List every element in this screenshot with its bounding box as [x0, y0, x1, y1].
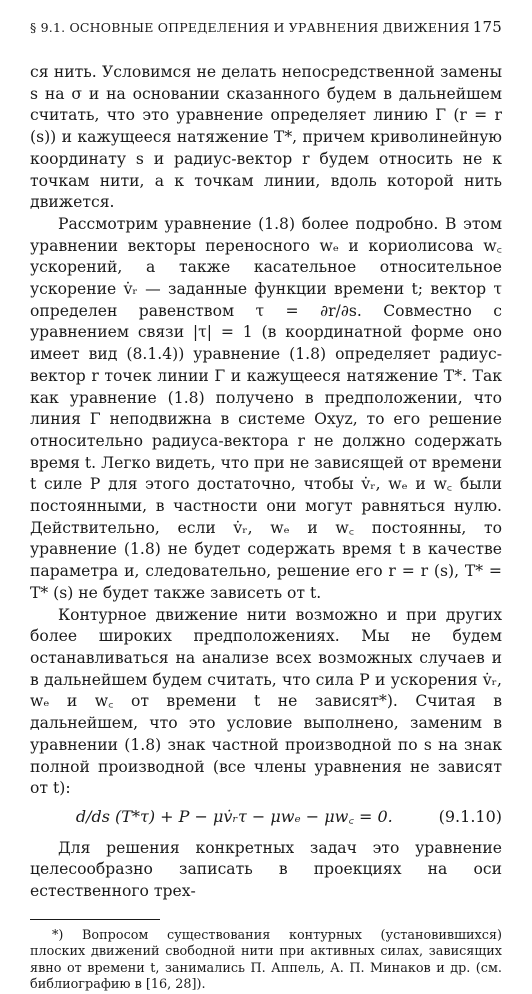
- running-title: § 9.1. ОСНОВНЫЕ ОПРЕДЕЛЕНИЯ И УРАВНЕНИЯ ДВИЖЕНИЯ: [30, 20, 470, 35]
- paragraph-continuation: ся нить. Условимся не делать непосредственной замены s на σ и на основании сказанного будем в дальнейшем считать, что это уравнение определяет линию Γ (r = r (s)) и кажущееся натяжение T*, причем криволинейную координату s и радиус-вектор r будем относить не к точкам нити, а к точкам линии, вдоль которой нить движется.: [30, 63, 502, 212]
- paragraph-closing: Для решения конкретных задач это уравнение целесообразно записать в проекциях на оси естественного трех-: [30, 838, 502, 901]
- equation-block: [30, 806, 502, 828]
- paragraph-contour-motion: Контурное движение нити возможно и при других более широких предположениях. Мы не будем останавливаться на анализе всех возможных случаев и в дальнейшем будем считать, что сила P и ускорения v̇ᵣ, wₑ и w꜀ от времени t не зависят*). Считая в дальнейшем, что это условие выполнено, заменим в уравнении (1.8) знак частной производной по s на знак полной производной (все члены уравнения не зависят от t):: [30, 605, 502, 798]
- body-text: [30, 62, 502, 903]
- equation: d/ds (T*τ) + P − μv̇ᵣτ − μwₑ − μw꜀ = 0.: [75, 806, 393, 826]
- paragraph-equation-analysis: Рассмотрим уравнение (1.8) более подробно. В этом уравнении векторы переносного wₑ и кориолисова w꜀ ускорений, а также касательное относительное ускорение v̇ᵣ — заданные функции времени t; вектор τ определен равенством τ = ∂r/∂s. Совместно с уравнением связи |τ| = 1 (в координатной форме оно имеет вид (8.1.4)) уравнение (1.8) определяет радиус-вектор r точек линии Γ и кажущееся натяжение T*. Так как уравнение (1.8) получено в предположении, что линия Γ неподвижна в системе Oxyz, то его решение относительно радиуса-вектора r не должно содержать время t. Легко видеть, что при не зависящей от времени t силе P для этого достаточно, чтобы v̇ᵣ, wₑ и w꜀ были постоянными, в частности они могут равняться нулю. Действительно, если v̇ᵣ, wₑ и w꜀ постоянны, то уравнение (1.8) не будет содержать время t в качестве параметра и, следовательно, решение его r = r (s), T* = T* (s) не будет также зависеть от t.: [30, 214, 502, 602]
- footnote-divider: [30, 919, 160, 920]
- page-header: [30, 18, 502, 36]
- equation-number: (9.1.10): [438, 806, 502, 826]
- page-number: 175: [472, 18, 502, 36]
- footnote: *) Вопросом существования контурных (установившихся) плоских движений свободной нити при активных силах, зависящих явно от времени t, занимались П. Аппель, А. П. Минаков и др. (см. библиографию в [16, 28]).: [30, 927, 502, 993]
